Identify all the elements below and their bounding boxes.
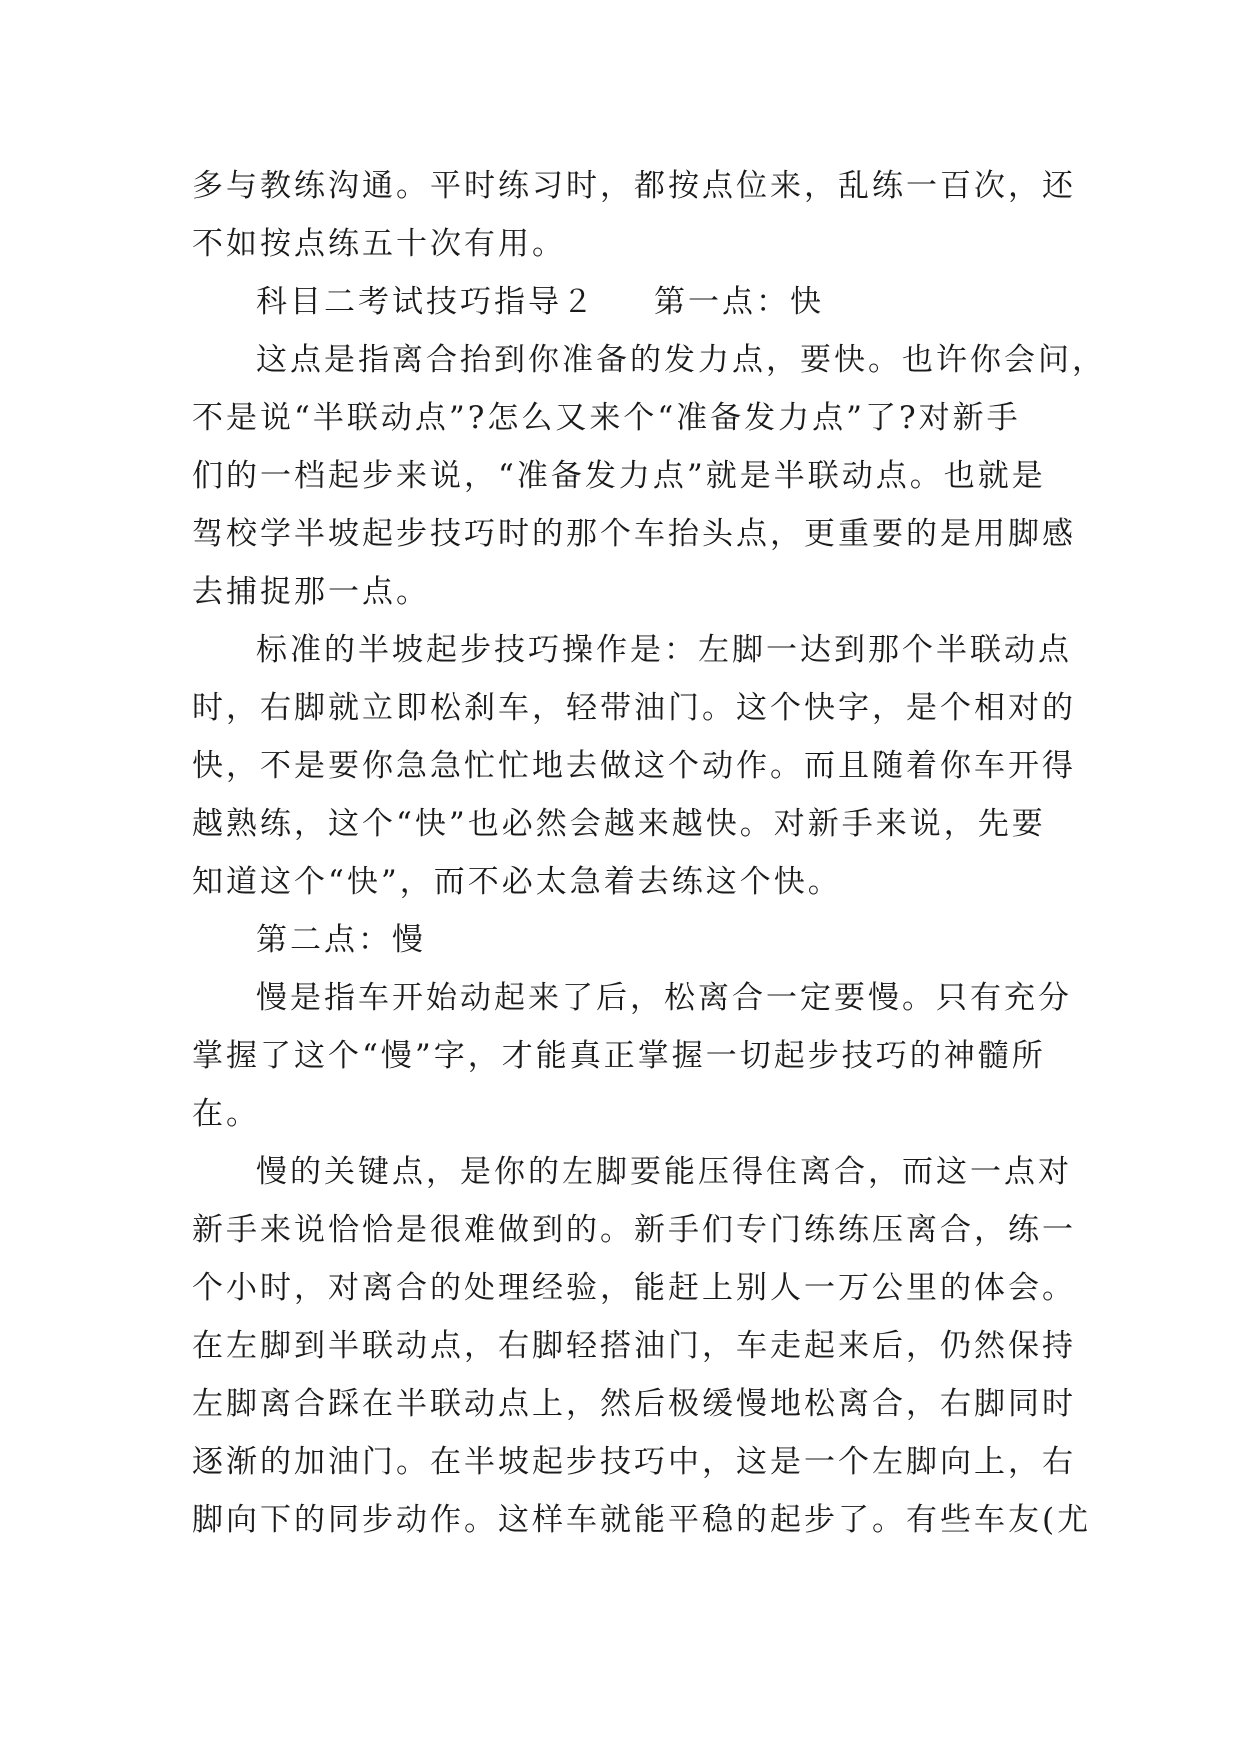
paragraph-line: 慢是指车开始动起来了后，松离合一定要慢。只有充分 (256, 980, 1072, 1016)
paragraph-line: 脚向下的同步动作。这样车就能平稳的起步了。有些车友(尤 (192, 1502, 1092, 1538)
point-heading: 第一点：快 (654, 284, 824, 320)
paragraph-line: 左脚离合踩在半联动点上，然后极缓慢地松离合，右脚同时 (192, 1386, 1076, 1422)
paragraph-line: 在。 (192, 1096, 260, 1132)
paragraph-line: 时，右脚就立即松刹车，轻带油门。这个快字，是个相对的 (192, 690, 1076, 726)
paragraph-line: 不是说“半联动点”?怎么又来个“准备发力点”了?对新手 (192, 400, 1021, 436)
paragraph-line: 多与教练沟通。平时练习时，都按点位来，乱练一百次，还 (192, 168, 1076, 204)
paragraph-line: 越熟练，这个“快”也必然会越来越快。对新手来说，先要 (192, 806, 1046, 842)
paragraph-line: 不如按点练五十次有用。 (192, 226, 566, 262)
paragraph-line: 去捕捉那一点。 (192, 574, 430, 610)
paragraph-line: 驾校学半坡起步技巧时的那个车抬头点，更重要的是用脚感 (192, 516, 1076, 552)
paragraph-line: 标准的半坡起步技巧操作是：左脚一达到那个半联动点 (256, 632, 1072, 668)
paragraph-line: 们的一档起步来说，“准备发力点”就是半联动点。也就是 (192, 458, 1046, 494)
paragraph-line: 新手来说恰恰是很难做到的。新手们专门练练压离合，练一 (192, 1212, 1076, 1248)
paragraph-line: 快，不是要你急急忙忙地去做这个动作。而且随着你车开得 (192, 748, 1076, 784)
paragraph-line: 逐渐的加油门。在半坡起步技巧中，这是一个左脚向上，右 (192, 1444, 1076, 1480)
point-heading: 第二点：慢 (256, 922, 426, 958)
paragraph-line: 慢的关键点，是你的左脚要能压得住离合，而这一点对 (256, 1154, 1072, 1190)
document-body (192, 157, 1106, 1549)
paragraph-line: 这点是指离合抬到你准备的发力点，要快。也许你会问， (256, 342, 1106, 378)
paragraph-line: 知道这个“快”，而不必太急着去练这个快。 (192, 864, 842, 900)
paragraph-line: 掌握了这个“慢”字，才能真正掌握一切起步技巧的神髓所 (192, 1038, 1046, 1074)
section-title: 科目二考试技巧指导２ (256, 284, 596, 320)
paragraph-line: 在左脚到半联动点，右脚轻搭油门，车走起来后，仍然保持 (192, 1328, 1076, 1364)
section-heading (192, 273, 1052, 331)
paragraph-line: 个小时，对离合的处理经验，能赶上别人一万公里的体会。 (192, 1270, 1076, 1306)
